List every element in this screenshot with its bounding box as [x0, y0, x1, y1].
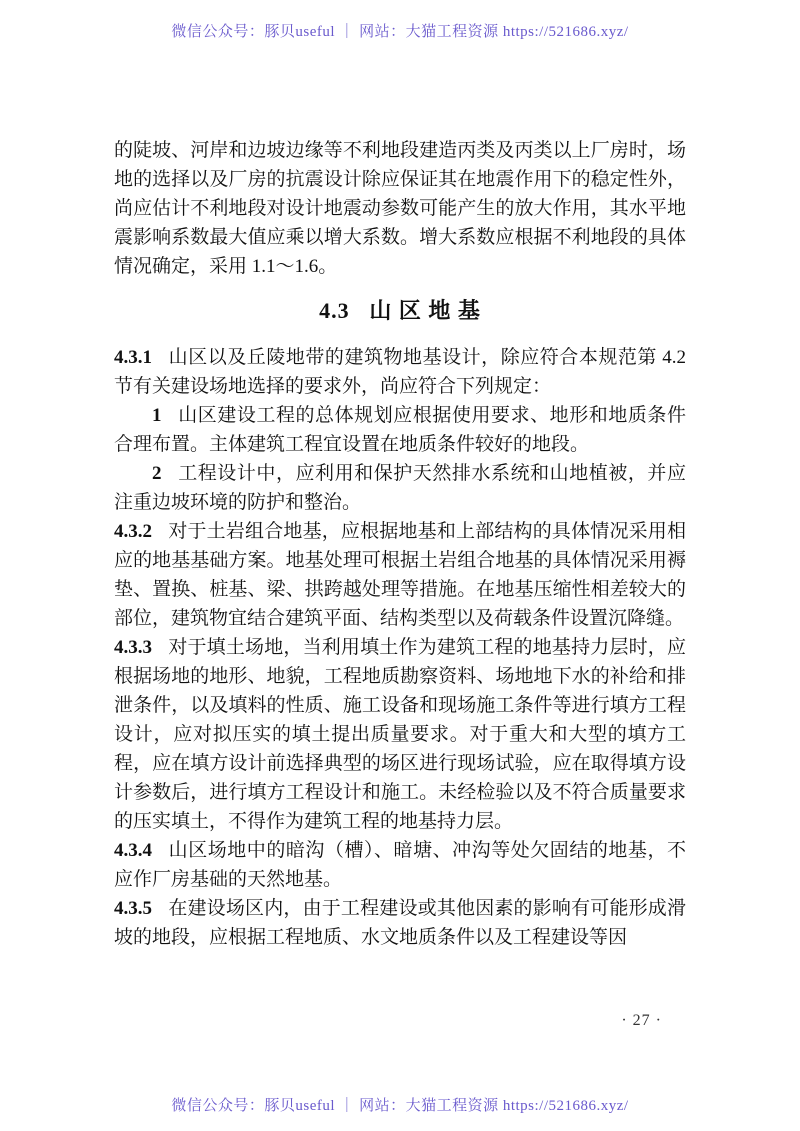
clause-4-3-2	[114, 517, 686, 633]
paragraph-text: 工程设计中，应利用和保护天然排水系统和山地植被，并应注重边坡环境的防护和整治。	[114, 463, 686, 513]
footer-watermark: 微信公众号：豚贝useful ｜ 网站：大猫工程资源 https://521686.xyz/	[171, 1098, 629, 1114]
clause-number: 2	[152, 463, 162, 484]
clause-number: 4.3.4	[114, 840, 152, 861]
paragraph-text: 对于土岩组合地基，应根据地基和上部结构的具体情况采用相应的地基基础方案。地基处理可根据土岩组合地基的具体情况采用褥垫、置换、桩基、梁、拱跨越处理等措施。在地基压缩性相差较大的部位，建筑物宜结合建筑平面、结构类型以及荷载条件设置沉降缝。	[114, 521, 686, 629]
paragraph-text: 的陡坡、河岸和边坡边缘等不利地段建造丙类及丙类以上厂房时，场地的选择以及厂房的抗震设计除应保证其在地震作用下的稳定性外，尚应估计不利地段对设计地震动参数可能产生的放大作用，其水平地震影响系数最大值应乘以增大系数。增大系数应根据不利地段的具体情况确定，采用 1.1～1.6。	[114, 140, 686, 277]
clause-4-3-3	[114, 633, 686, 836]
clause-number: 1	[152, 405, 162, 426]
clause-4-3-1	[114, 343, 686, 401]
paragraph-text: 在建设场区内，由于工程建设或其他因素的影响有可能形成滑坡的地段，应根据工程地质、水文地质条件以及工程建设等因	[114, 898, 686, 948]
clause-number: 4.3.3	[114, 637, 152, 658]
section-number: 4.3	[319, 298, 350, 323]
clause-number: 4.3.2	[114, 521, 152, 542]
page-number: · 27 ·	[621, 1012, 662, 1029]
paragraph-text: 山区以及丘陵地带的建筑物地基设计，除应符合本规范第 4.2 节有关建设场地选择的要求外，尚应符合下列规定：	[114, 347, 686, 397]
paragraph-text: 山区建设工程的总体规划应根据使用要求、地形和地质条件合理布置。主体建筑工程宜设置在地质条件较好的地段。	[114, 405, 686, 455]
list-item-1	[114, 401, 686, 459]
clause-4-3-5	[114, 894, 686, 952]
list-item-2	[114, 459, 686, 517]
document-body	[114, 136, 686, 952]
paragraph-text: 对于填土场地，当利用填土作为建筑工程的地基持力层时，应根据场地的地形、地貌，工程地质勘察资料、场地地下水的补给和排泄条件，以及填料的性质、施工设备和现场施工条件等进行填方工程设计，应对拟压实的填土提出质量要求。对于重大和大型的填方工程，应在填方设计前选择典型的场区进行现场试验，应在取得填方设计参数后，进行填方工程设计和施工。未经检验以及不符合质量要求的压实填土，不得作为建筑工程的地基持力层。	[114, 637, 686, 832]
header-watermark: 微信公众号：豚贝useful ｜ 网站：大猫工程资源 https://521686.xyz/	[171, 24, 629, 40]
clause-number: 4.3.1	[114, 347, 152, 368]
section-title-text: 山 区 地 基	[369, 298, 481, 323]
clause-4-3-4	[114, 836, 686, 894]
clause-number: 4.3.5	[114, 898, 152, 919]
section-heading	[114, 296, 686, 326]
body-paragraph	[114, 136, 686, 281]
paragraph-text: 山区场地中的暗沟（槽）、暗塘、冲沟等处欠固结的地基，不应作厂房基础的天然地基。	[114, 840, 686, 890]
